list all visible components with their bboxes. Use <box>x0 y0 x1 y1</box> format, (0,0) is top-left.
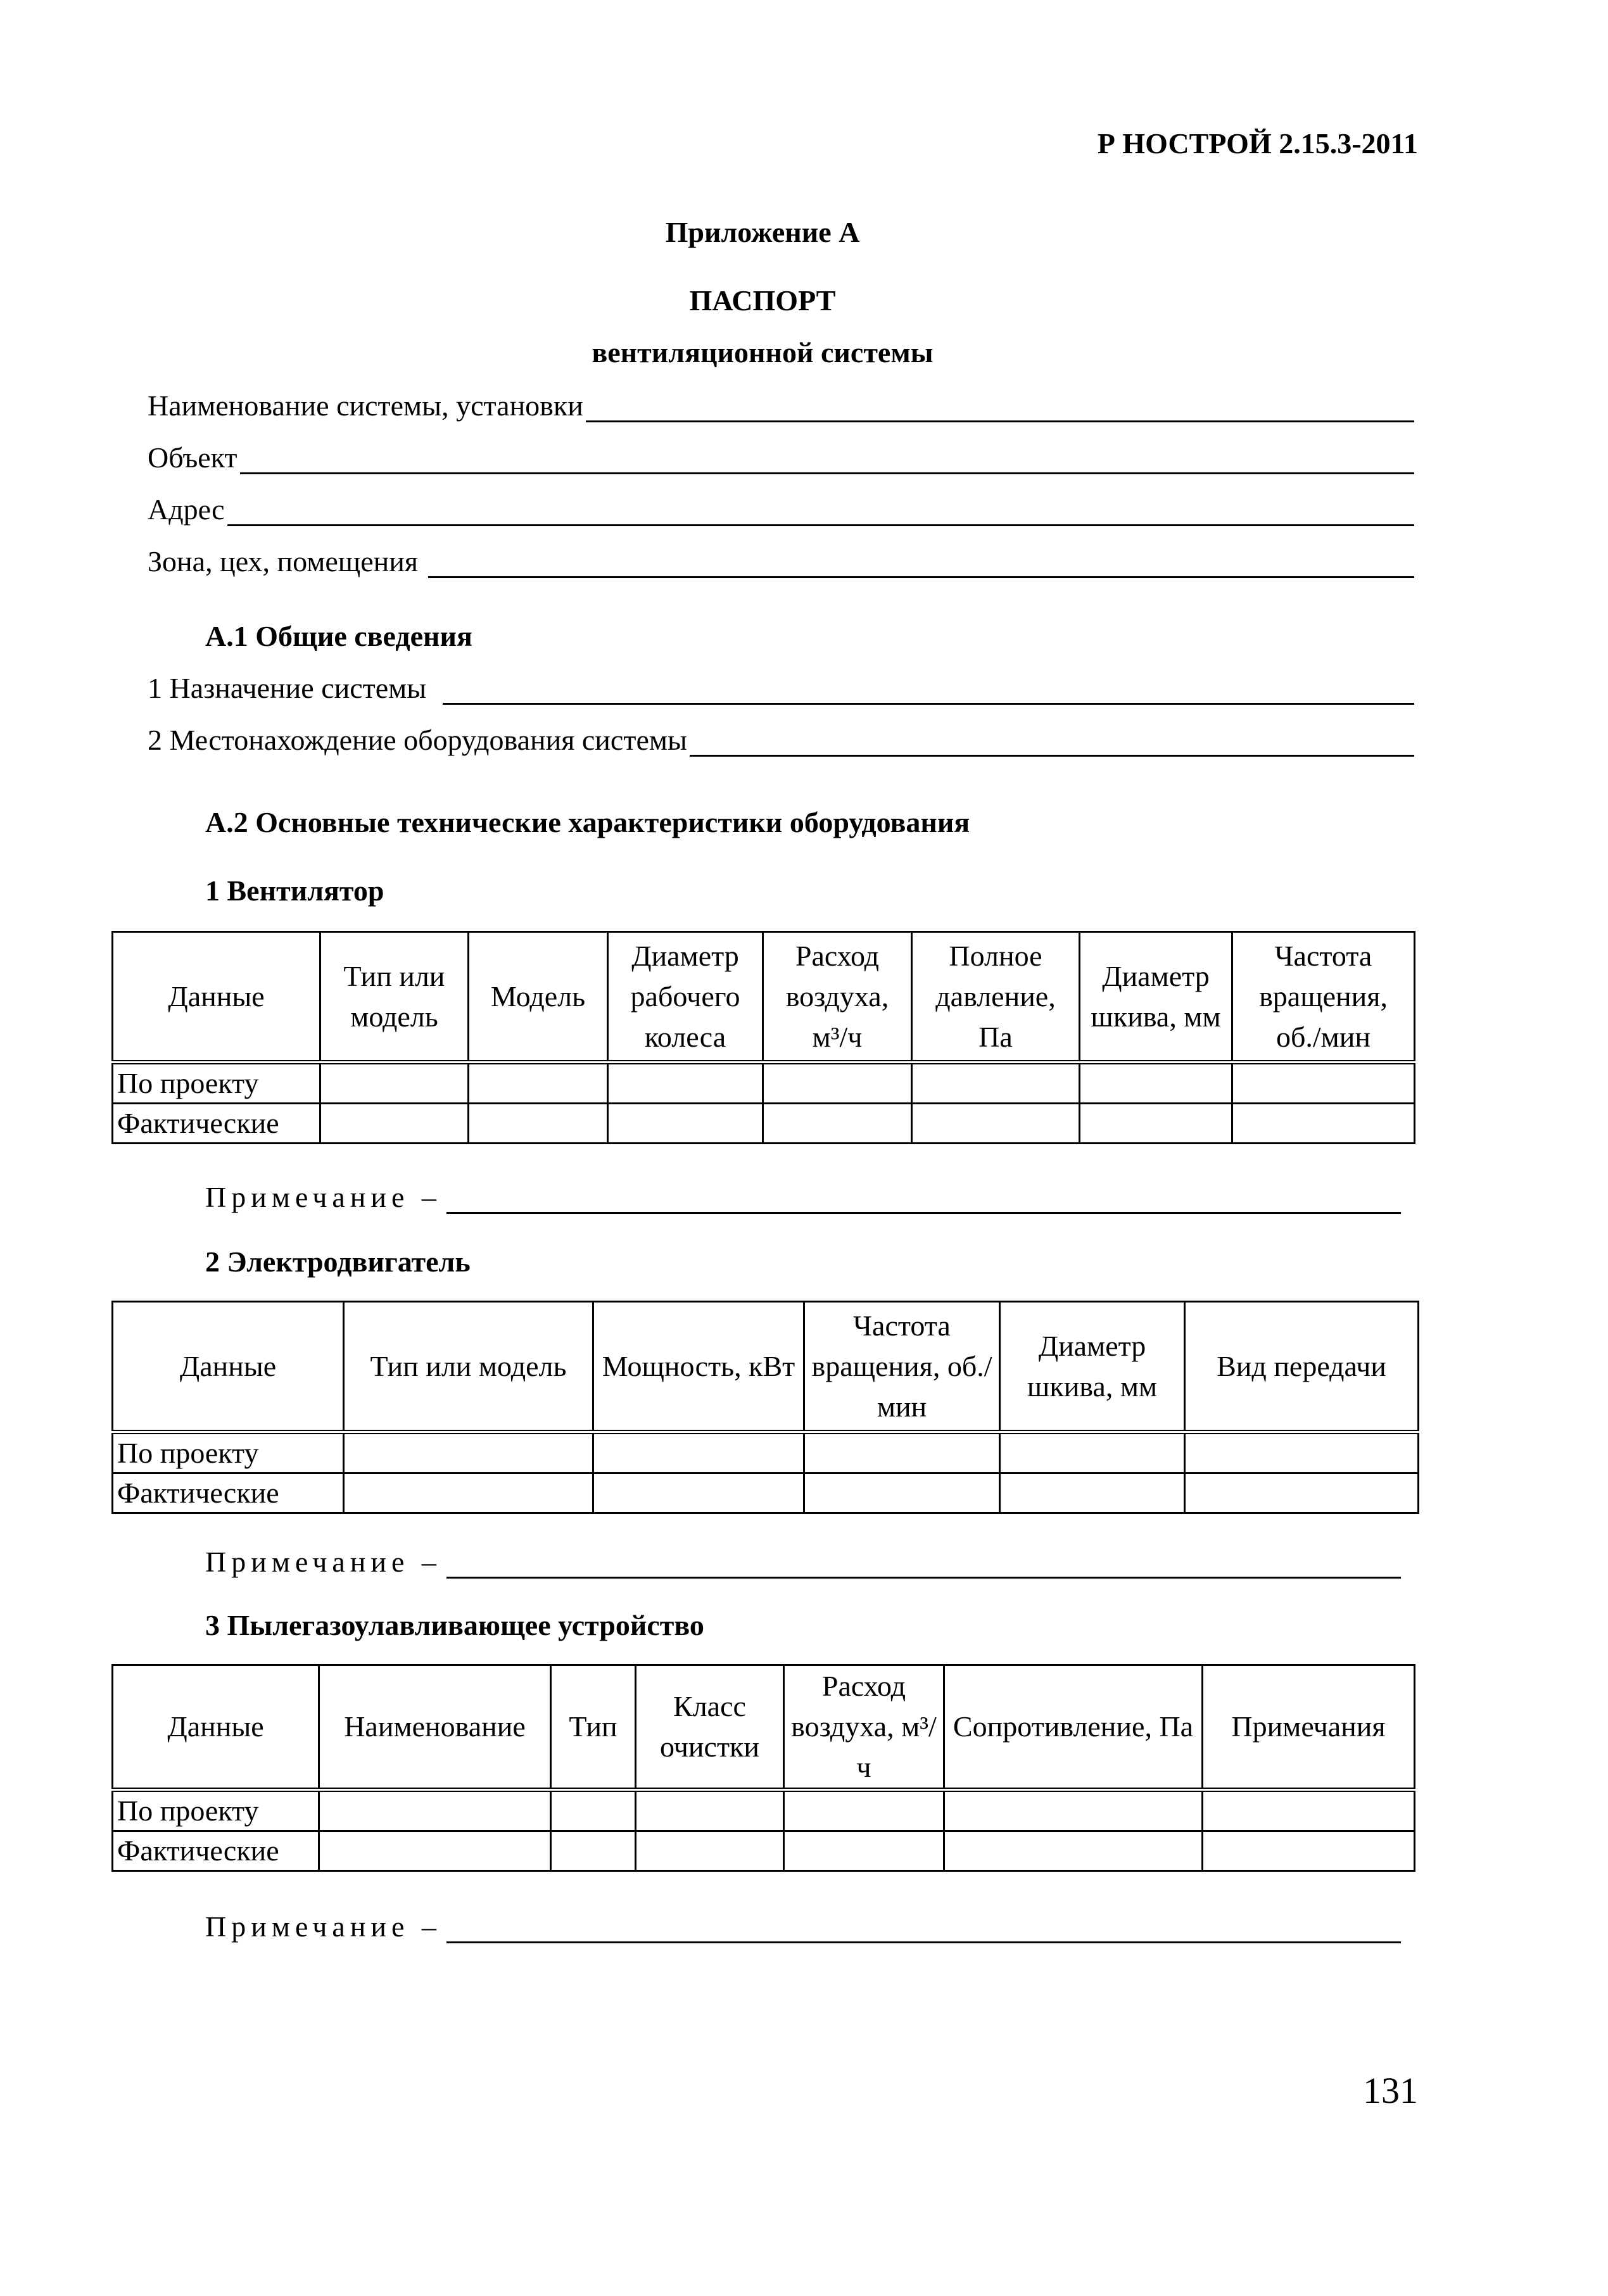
table-cell[interactable] <box>1185 1473 1419 1513</box>
fan-table <box>111 931 1415 1144</box>
table-cell[interactable] <box>1203 1831 1415 1871</box>
table-cell[interactable] <box>608 1104 763 1144</box>
table-row <box>113 1790 1415 1831</box>
field-location[interactable] <box>148 723 1414 757</box>
field-address-line[interactable] <box>227 500 1414 526</box>
dust-header-name: Наименование <box>319 1665 551 1790</box>
fan-row-actual-label: Фактические <box>113 1104 320 1144</box>
table-cell[interactable] <box>912 1063 1080 1104</box>
field-purpose[interactable] <box>148 671 1414 705</box>
motor-note-line[interactable] <box>446 1553 1401 1579</box>
table-row <box>113 1473 1419 1513</box>
passport-subtitle: вентиляционной системы <box>592 336 934 369</box>
dust-header-notes: Примечания <box>1203 1665 1415 1790</box>
field-system-name-line[interactable] <box>586 396 1414 422</box>
dust-header-air-flow: Расход воздуха, м³/ч <box>784 1665 944 1790</box>
motor-header-rotation: Частота вращения, об./мин <box>804 1302 1000 1432</box>
motor-header-transmission: Вид передачи <box>1185 1302 1419 1432</box>
table-cell[interactable] <box>763 1104 912 1144</box>
table-cell[interactable] <box>469 1104 608 1144</box>
passport-title: ПАСПОРТ <box>689 284 836 317</box>
table-cell[interactable] <box>1203 1790 1415 1831</box>
field-location-label: 2 Местонахождение оборудования системы <box>148 724 687 756</box>
field-purpose-line[interactable] <box>443 679 1414 705</box>
dust-note-line[interactable] <box>446 1917 1401 1943</box>
dust-note[interactable] <box>205 1910 1401 1943</box>
dust-header-class: Класс очистки <box>636 1665 784 1790</box>
field-system-name-label: Наименование системы, установки <box>148 389 583 422</box>
table-row <box>113 1063 1415 1104</box>
table-cell[interactable] <box>1000 1432 1185 1473</box>
page-number: 131 <box>1363 2070 1418 2111</box>
fan-header-data: Данные <box>113 932 320 1063</box>
table-row <box>113 1432 1419 1473</box>
dust-table <box>111 1664 1415 1872</box>
table-row <box>113 1831 1415 1871</box>
field-zone-label: Зона, цех, помещения <box>148 545 426 577</box>
field-address-label: Адрес <box>148 493 225 526</box>
table-cell[interactable] <box>944 1790 1203 1831</box>
field-purpose-label: 1 Назначение системы <box>148 672 434 704</box>
dust-header-type: Тип <box>551 1665 636 1790</box>
motor-header-pulley-diameter: Диаметр шкива, мм <box>1000 1302 1185 1432</box>
table-cell[interactable] <box>469 1063 608 1104</box>
fan-header-pressure: Полное давление, Па <box>912 932 1080 1063</box>
table-cell[interactable] <box>1080 1063 1232 1104</box>
dust-row-design-label: По проекту <box>113 1790 319 1831</box>
motor-note-label: Примечание – <box>205 1546 441 1578</box>
document-number: Р НОСТРОЙ 2.15.3-2011 <box>1097 127 1418 160</box>
section-a2-title: А.2 Основные технические характеристики оборудования <box>205 806 970 838</box>
table-cell[interactable] <box>636 1790 784 1831</box>
table-cell[interactable] <box>319 1831 551 1871</box>
table-cell[interactable] <box>593 1473 804 1513</box>
fan-header-row <box>113 932 1415 1063</box>
motor-table <box>111 1301 1419 1514</box>
motor-row-design-label: По проекту <box>113 1432 344 1473</box>
field-object-line[interactable] <box>240 448 1414 474</box>
motor-note[interactable] <box>205 1545 1401 1579</box>
section-a1-title: А.1 Общие сведения <box>205 620 472 652</box>
field-object[interactable] <box>148 441 1414 474</box>
fan-row-design-label: По проекту <box>113 1063 320 1104</box>
fan-header-type: Тип или модель <box>320 932 469 1063</box>
field-object-label: Объект <box>148 441 237 474</box>
field-system-name[interactable] <box>148 389 1414 422</box>
dust-row-actual-label: Фактические <box>113 1831 319 1871</box>
table-cell[interactable] <box>551 1790 636 1831</box>
dust-header-row <box>113 1665 1415 1790</box>
fan-header-pulley-diameter: Диаметр шкива, мм <box>1080 932 1232 1063</box>
table-cell[interactable] <box>784 1831 944 1871</box>
motor-header-row <box>113 1302 1419 1432</box>
table-cell[interactable] <box>636 1831 784 1871</box>
dust-header-data: Данные <box>113 1665 319 1790</box>
table-cell[interactable] <box>608 1063 763 1104</box>
field-address[interactable] <box>148 493 1414 526</box>
fan-header-model: Модель <box>469 932 608 1063</box>
dust-section-title: 3 Пылегазоулавливающее устройство <box>205 1609 704 1641</box>
table-cell[interactable] <box>784 1790 944 1831</box>
field-zone[interactable] <box>148 545 1414 578</box>
table-cell[interactable] <box>912 1104 1080 1144</box>
table-cell[interactable] <box>319 1790 551 1831</box>
motor-section-title: 2 Электродвигатель <box>205 1246 471 1278</box>
table-cell[interactable] <box>551 1831 636 1871</box>
fan-note[interactable] <box>205 1180 1401 1214</box>
fan-note-line[interactable] <box>446 1188 1401 1214</box>
table-cell[interactable] <box>1185 1432 1419 1473</box>
dust-note-label: Примечание – <box>205 1910 441 1943</box>
table-cell[interactable] <box>1000 1473 1185 1513</box>
motor-header-data: Данные <box>113 1302 344 1432</box>
table-row <box>113 1104 1415 1144</box>
field-zone-line[interactable] <box>428 552 1414 578</box>
dust-header-resistance: Сопротивление, Па <box>944 1665 1203 1790</box>
table-cell[interactable] <box>1232 1104 1415 1144</box>
fan-header-wheel-diameter: Диаметр рабочего колеса <box>608 932 763 1063</box>
field-location-line[interactable] <box>690 731 1414 757</box>
motor-header-type: Тип или модель <box>344 1302 593 1432</box>
table-cell[interactable] <box>1080 1104 1232 1144</box>
fan-section-title: 1 Вентилятор <box>205 874 384 907</box>
table-cell[interactable] <box>593 1432 804 1473</box>
table-cell[interactable] <box>320 1104 469 1144</box>
fan-header-air-flow: Расход воздуха, м³/ч <box>763 932 912 1063</box>
motor-row-actual-label: Фактические <box>113 1473 344 1513</box>
fan-header-rotation: Частота вращения, об./мин <box>1232 932 1415 1063</box>
table-cell[interactable] <box>763 1063 912 1104</box>
fan-note-label: Примечание – <box>205 1181 441 1213</box>
table-cell[interactable] <box>804 1432 1000 1473</box>
table-cell[interactable] <box>944 1831 1203 1871</box>
table-cell[interactable] <box>804 1473 1000 1513</box>
motor-header-power: Мощность, кВт <box>593 1302 804 1432</box>
table-cell[interactable] <box>344 1473 593 1513</box>
table-cell[interactable] <box>344 1432 593 1473</box>
appendix-title: Приложение А <box>665 216 860 248</box>
table-cell[interactable] <box>1232 1063 1415 1104</box>
table-cell[interactable] <box>320 1063 469 1104</box>
